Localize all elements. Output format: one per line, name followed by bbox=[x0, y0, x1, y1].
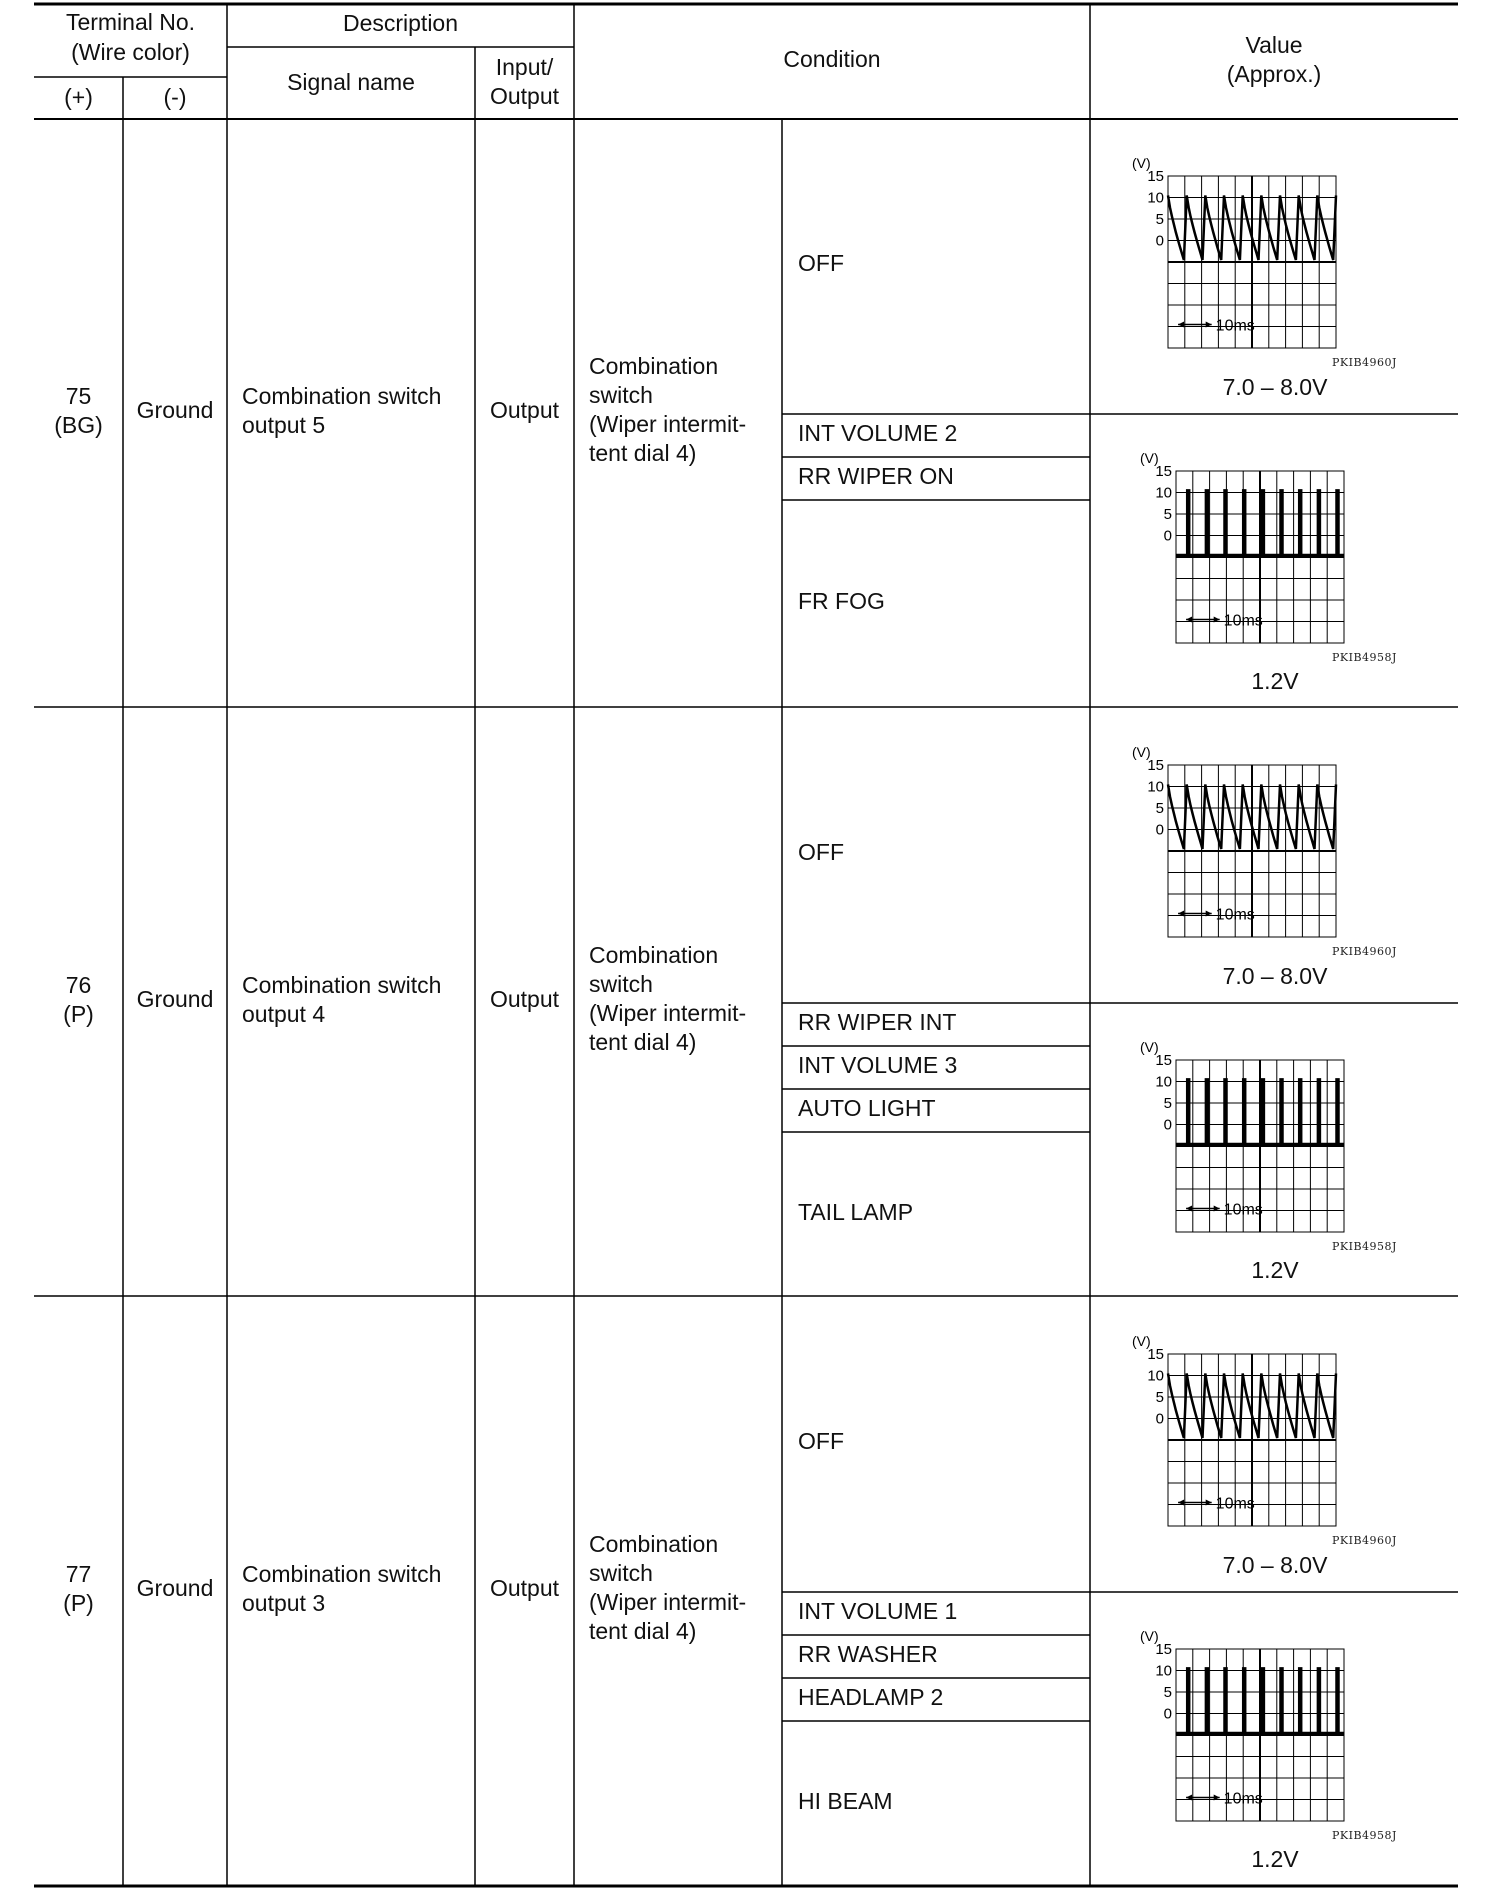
scope-tick-label: 15 bbox=[1155, 463, 1172, 480]
scope-time-label: 10ms bbox=[1215, 317, 1255, 335]
scope-tick-label: 15 bbox=[1147, 1346, 1164, 1363]
scope-tick-label: 0 bbox=[1155, 232, 1164, 250]
scope-unit-label: (V) bbox=[1140, 450, 1159, 466]
scope-tick-label: 10 bbox=[1155, 1073, 1172, 1091]
oscilloscope-graph bbox=[1126, 154, 1346, 354]
figure-code: PKIB4958J bbox=[1332, 1240, 1397, 1253]
scope-tick-label: 10 bbox=[1147, 778, 1164, 796]
oscilloscope-graph bbox=[1134, 1038, 1354, 1238]
state-off: OFF bbox=[798, 1428, 844, 1454]
condition-text-4: tent dial 4) bbox=[589, 440, 697, 466]
state-off: OFF bbox=[798, 839, 844, 865]
value-off: 7.0 – 8.0V bbox=[1222, 963, 1328, 989]
oscilloscope-waveform-on bbox=[1134, 1038, 1354, 1238]
scope-tick-label: 10 bbox=[1155, 1662, 1172, 1680]
oscilloscope-graph bbox=[1126, 1332, 1346, 1532]
ground-label: Ground bbox=[136, 986, 214, 1012]
scope-unit-label: (V) bbox=[1132, 1333, 1151, 1349]
figure-code: PKIB4958J bbox=[1332, 1829, 1397, 1842]
scope-tick-label: 15 bbox=[1155, 1052, 1172, 1069]
header-input-output-2: Output bbox=[489, 83, 560, 109]
state-item: RR WIPER ON bbox=[798, 463, 954, 489]
io-label: Output bbox=[489, 397, 560, 423]
header-condition: Condition bbox=[783, 46, 881, 72]
condition-text-2: switch bbox=[589, 971, 653, 997]
state-item: INT VOLUME 3 bbox=[798, 1052, 958, 1078]
oscilloscope-waveform-off bbox=[1126, 1332, 1346, 1532]
scope-time-label: 10ms bbox=[1223, 612, 1263, 630]
oscilloscope-waveform-on bbox=[1134, 1627, 1354, 1827]
terminal-number: 77 bbox=[65, 1561, 92, 1587]
terminal-number: 75 bbox=[65, 383, 92, 409]
state-item: INT VOLUME 2 bbox=[798, 420, 958, 446]
condition-text-4: tent dial 4) bbox=[589, 1618, 697, 1644]
signal-name-2: output 4 bbox=[242, 1001, 326, 1027]
scope-tick-label: 0 bbox=[1163, 1705, 1172, 1723]
condition-text-3: (Wiper intermit- bbox=[589, 1589, 747, 1615]
value-off: 7.0 – 8.0V bbox=[1222, 1552, 1328, 1578]
wire-color: (P) bbox=[63, 1590, 94, 1616]
header-signal-name: Signal name bbox=[287, 69, 415, 95]
state-item: RR WIPER INT bbox=[798, 1009, 957, 1035]
header-value: Value bbox=[1245, 32, 1303, 58]
scope-tick-label: 10 bbox=[1147, 1367, 1164, 1385]
figure-code: PKIB4960J bbox=[1332, 945, 1397, 958]
condition-text: Combination bbox=[589, 1531, 719, 1557]
scope-time-label: 10ms bbox=[1215, 906, 1255, 924]
condition-text: Combination bbox=[589, 942, 719, 968]
scope-tick-label: 0 bbox=[1155, 1410, 1164, 1428]
header-wire-color: (Wire color) bbox=[71, 39, 190, 65]
ground-label: Ground bbox=[136, 397, 214, 423]
header-input-output: Input/ bbox=[495, 54, 554, 80]
header-minus: (-) bbox=[163, 84, 187, 110]
scope-time-label: 10ms bbox=[1215, 1495, 1255, 1513]
scope-tick-label: 5 bbox=[1163, 1095, 1172, 1112]
io-label: Output bbox=[489, 986, 560, 1012]
scope-tick-label: 15 bbox=[1147, 168, 1164, 185]
scope-tick-label: 5 bbox=[1163, 506, 1172, 523]
scope-tick-label: 5 bbox=[1155, 800, 1164, 817]
value-on: 1.2V bbox=[1251, 1257, 1299, 1283]
value-off: 7.0 – 8.0V bbox=[1222, 374, 1328, 400]
ground-label: Ground bbox=[136, 1575, 214, 1601]
figure-code: PKIB4958J bbox=[1332, 651, 1397, 664]
state-item: FR FOG bbox=[798, 588, 885, 614]
figure-code: PKIB4960J bbox=[1332, 356, 1397, 369]
value-on: 1.2V bbox=[1251, 1846, 1299, 1872]
condition-text-2: switch bbox=[589, 1560, 653, 1586]
signal-name-2: output 3 bbox=[242, 1590, 326, 1616]
value-on: 1.2V bbox=[1251, 668, 1299, 694]
scope-tick-label: 15 bbox=[1147, 757, 1164, 774]
state-item: TAIL LAMP bbox=[798, 1199, 914, 1225]
header-plus: (+) bbox=[64, 84, 93, 110]
scope-unit-label: (V) bbox=[1140, 1628, 1159, 1644]
figure-code: PKIB4960J bbox=[1332, 1534, 1397, 1547]
condition-text-3: (Wiper intermit- bbox=[589, 1000, 747, 1026]
scope-unit-label: (V) bbox=[1140, 1039, 1159, 1055]
state-off: OFF bbox=[798, 250, 844, 276]
oscilloscope-waveform-on bbox=[1134, 449, 1354, 649]
signal-name: Combination switch bbox=[242, 1561, 442, 1587]
condition-text-3: (Wiper intermit- bbox=[589, 411, 747, 437]
wire-color: (P) bbox=[63, 1001, 94, 1027]
condition-text: Combination bbox=[589, 353, 719, 379]
scope-tick-label: 5 bbox=[1163, 1684, 1172, 1701]
state-item: HI BEAM bbox=[798, 1788, 893, 1814]
scope-tick-label: 10 bbox=[1155, 484, 1172, 502]
oscilloscope-waveform-off bbox=[1126, 154, 1346, 354]
oscilloscope-graph bbox=[1126, 743, 1346, 943]
scope-tick-label: 5 bbox=[1155, 211, 1164, 228]
signal-name: Combination switch bbox=[242, 383, 442, 409]
scope-tick-label: 15 bbox=[1155, 1641, 1172, 1658]
signal-name: Combination switch bbox=[242, 972, 442, 998]
oscilloscope-graph bbox=[1134, 449, 1354, 649]
scope-time-label: 10ms bbox=[1223, 1201, 1263, 1219]
condition-text-2: switch bbox=[589, 382, 653, 408]
scope-tick-label: 0 bbox=[1163, 1116, 1172, 1134]
state-item: AUTO LIGHT bbox=[798, 1095, 936, 1121]
header-description: Description bbox=[342, 10, 459, 36]
scope-tick-label: 0 bbox=[1155, 821, 1164, 839]
header-value-approx: (Approx.) bbox=[1226, 61, 1322, 87]
scope-tick-label: 0 bbox=[1163, 527, 1172, 545]
scope-time-label: 10ms bbox=[1223, 1790, 1263, 1808]
scope-unit-label: (V) bbox=[1132, 155, 1151, 171]
state-item: RR WASHER bbox=[798, 1641, 938, 1667]
signal-name-2: output 5 bbox=[242, 412, 326, 438]
terminal-number: 76 bbox=[65, 972, 92, 998]
io-label: Output bbox=[489, 1575, 560, 1601]
wire-color: (BG) bbox=[54, 412, 103, 438]
scope-unit-label: (V) bbox=[1132, 744, 1151, 760]
state-item: HEADLAMP 2 bbox=[798, 1684, 944, 1710]
scope-tick-label: 5 bbox=[1155, 1389, 1164, 1406]
condition-text-4: tent dial 4) bbox=[589, 1029, 697, 1055]
state-item: INT VOLUME 1 bbox=[798, 1598, 958, 1624]
scope-tick-label: 10 bbox=[1147, 189, 1164, 207]
header-terminal-no: Terminal No. bbox=[65, 9, 196, 35]
oscilloscope-waveform-off bbox=[1126, 743, 1346, 943]
oscilloscope-graph bbox=[1134, 1627, 1354, 1827]
